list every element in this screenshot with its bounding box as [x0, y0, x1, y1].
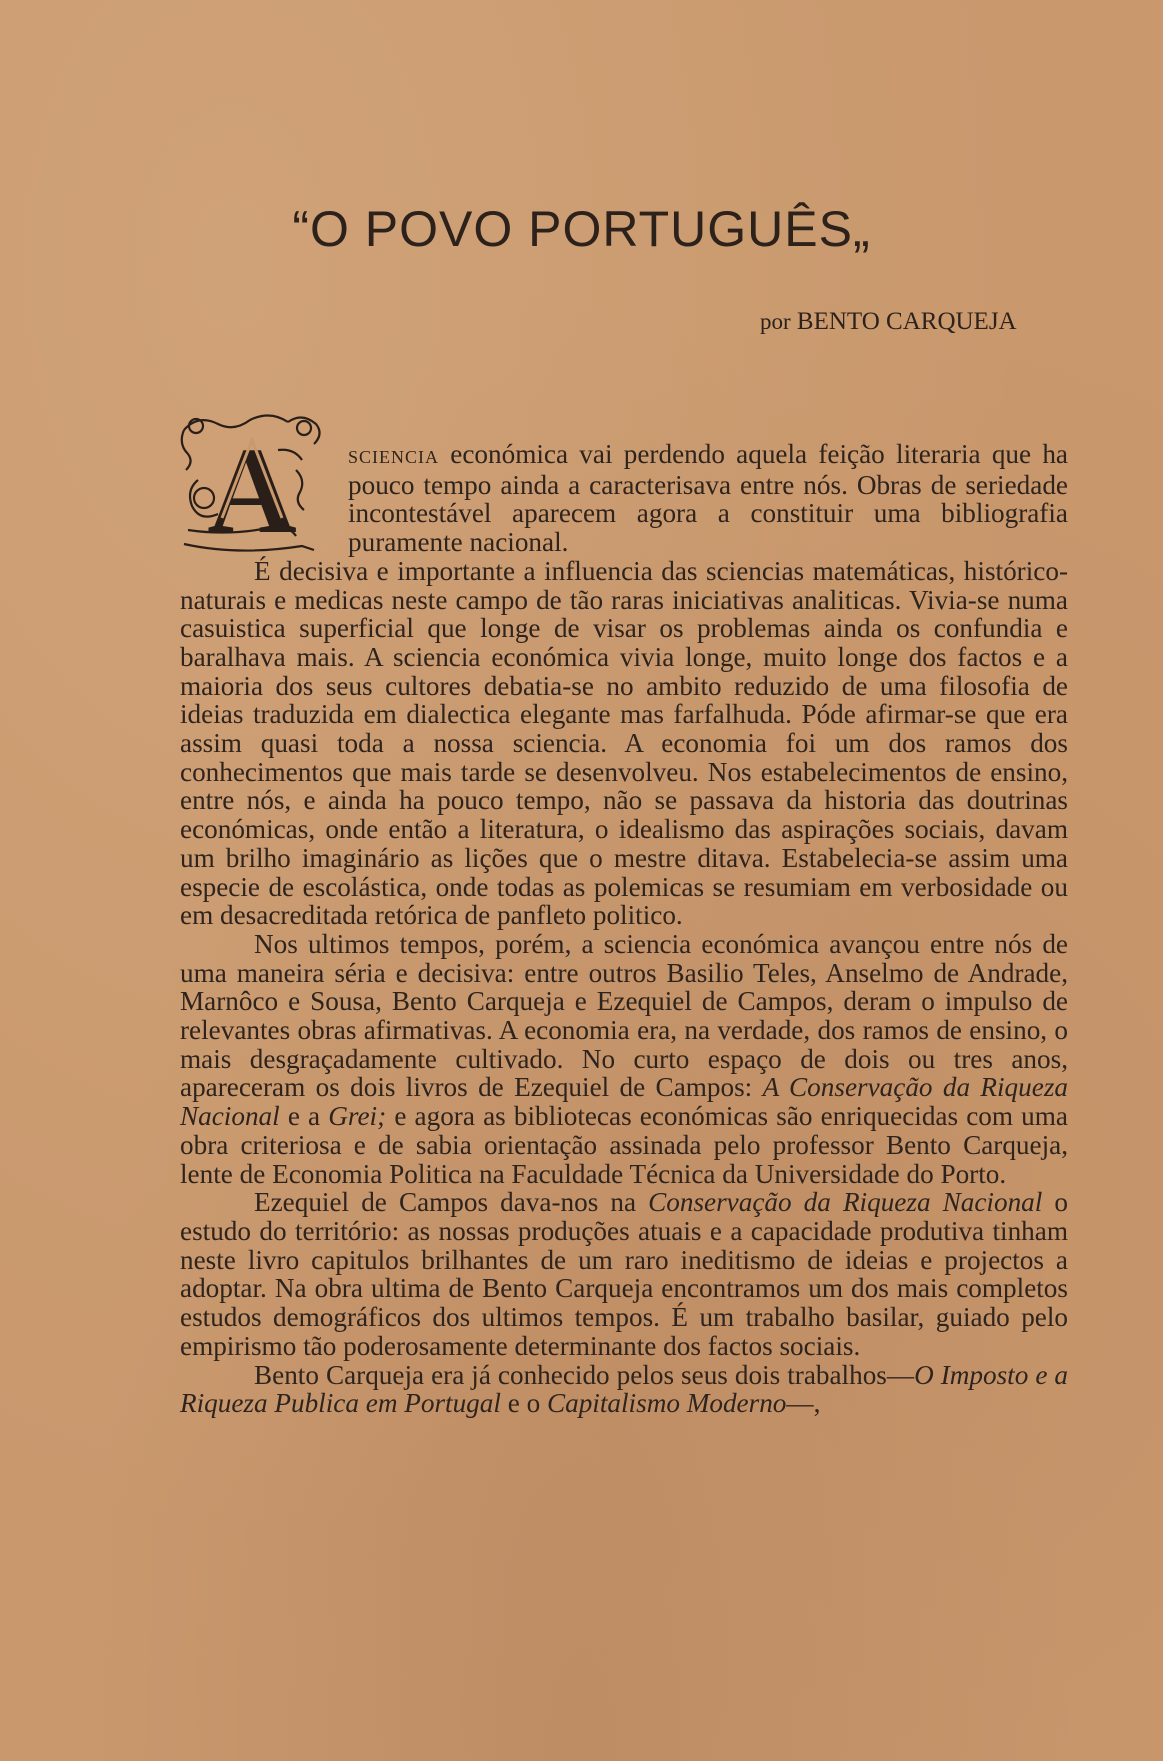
- text-run: e o: [500, 1388, 547, 1419]
- author-prefix: por: [760, 309, 791, 334]
- italic-title: Capitalismo Moderno: [546, 1388, 787, 1419]
- text-run: —,: [786, 1388, 821, 1419]
- author-name: BENTO CARQUEJA: [796, 308, 1017, 335]
- text-run: Nos ultimos tempos, porém, a sciencia económica avançou entre nós de uma maneira séria e decisiva: entre outros Basilio Teles, Anselmo de Andrade, Marnôco e Sousa, Bento Carqueja e Ezequiel de Campos, deram o impulso de relevantes obras afirmativas. A economia era, na verdade, dos ramos de ensino, o mais desgraçadamente cultivado. No curto espaço de dois ou tres anos, apareceram os dois livros de Ezequiel de Campos:: [180, 928, 1068, 1103]
- article-title: “O POVO PORTUGUÊS„: [292, 201, 871, 257]
- text-run: É decisiva e importante a influencia das sciencias matemáticas, histórico-naturais e medicas neste campo de tão raras iniciativas analiticas. Vivia-se numa casuistica superficial que longe de visar os problemas ainda os confundia e baralhava mais. A sciencia económica vivia longe, muito longe dos factos e a maioria dos seus cultores debatia-se no ambito reduzido de uma filosofia de ideias traduzida em dialectica elegante mas farfalhuda. Póde afirmar-se que era assim quasi toda a nossa sciencia. A economia foi um dos ramos dos conhecimentos que mais tarde se desenvolveu. Nos estabelecimentos de ensino, entre nós, e ainda ha pouco tempo, não se passava da historia das doutrinas económicas, onde então a literatura, o idealismo das aspirações sociais, davam um brilho imaginário as lições que o mestre ditava. Estabelecia-se assim uma especie de escolástica, onde todas as polemicas se resumiam em verbosidade ou em desacreditada retórica de panfleto politico.: [180, 555, 1068, 931]
- paragraph: [180, 557, 1068, 930]
- drop-cap-space: [178, 440, 348, 554]
- paragraph: [180, 1361, 1068, 1418]
- italic-title: A Conservação da Riqueza Nacional: [180, 1072, 1068, 1132]
- italic-title: Grei;: [328, 1101, 387, 1132]
- paragraph: [180, 930, 1068, 1188]
- paragraph: [180, 440, 1068, 557]
- drop-cap-letter: A: [207, 422, 297, 559]
- text-run: e agora as bibliotecas económicas são enriquecidas com uma obra criteriosa e de sabia orientação assinada pelo professor Bento Carqueja, lente de Economia Politica na Faculdade Técnica da Universidade do Porto.: [180, 1101, 1068, 1189]
- text-run: económica vai perdendo aquela feição literaria que ha pouco tempo ainda a caracterisava entre nós. Obras de seriedade incontestável aparecem agora a constituir uma bibliografia puramente nacional.: [348, 439, 1068, 558]
- paragraph: [180, 1188, 1068, 1360]
- text-run: e a: [279, 1101, 329, 1132]
- italic-title: O Imposto e a Riqueza Publica em Portugal: [180, 1359, 1068, 1419]
- author-line: [760, 308, 1017, 336]
- italic-title: Conservação da Riqueza Nacional: [648, 1187, 1043, 1218]
- text-run: Ezequiel de Campos dava-nos na: [254, 1187, 649, 1218]
- article-body: [180, 440, 1068, 1418]
- text-run: o estudo do território: as nossas produções atuais e a capacidade produtiva tinham neste livro capitulos brilhantes de um raro ineditismo de ideias e projectos a adoptar. Na obra ultima de Bento Carqueja encontramos um dos mais completos estudos demográficos dos ultimos tempos. É um trabalho basilar, guiado pelo empirismo tão poderosamente determinante dos factos sociais.: [180, 1187, 1068, 1361]
- text-run: Bento Carqueja era já conhecido pelos seus dois trabalhos—: [254, 1359, 915, 1390]
- lead-word: sciencia: [348, 442, 440, 469]
